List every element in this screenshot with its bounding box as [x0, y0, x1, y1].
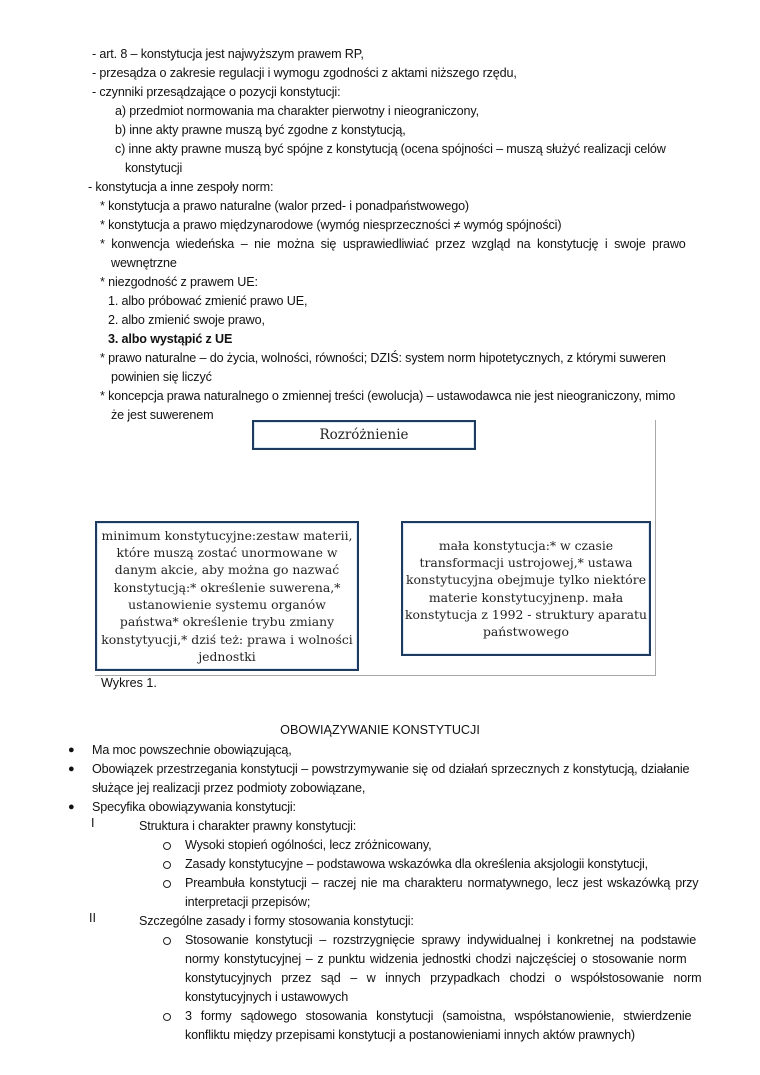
text-line: - art. 8 – konstytucja jest najwyższym prawem RP,: [92, 47, 364, 61]
text-line: * niezgodność z prawem UE:: [100, 275, 258, 289]
figure-caption: Wykres 1.: [101, 676, 157, 690]
list-item: konstytucyjnych przez sąd – w innych przypadkach chodzi o współstosowanie norm: [185, 971, 702, 985]
bullet-icon: ●: [68, 763, 75, 775]
circle-bullet-icon: [163, 880, 171, 888]
text-line: - konstytucja a inne zespoły norm:: [88, 180, 274, 194]
text-line: - przesądza o zakresie regulacji i wymogu zgodności z aktami niższego rzędu,: [92, 66, 517, 80]
list-item: 3 formy sądowego stosowania konstytucji (samoistna, współstanowienie, stwierdzenie: [185, 1009, 692, 1023]
circle-bullet-icon: [163, 861, 171, 869]
subsection-title: Szczególne zasady i formy stosowania konstytucji:: [139, 914, 414, 928]
bullet-text: Obowiązek przestrzegania konstytucji – powstrzymywanie się od działań sprzecznych z konstytucją, działanie: [92, 762, 690, 776]
circle-bullet-icon: [163, 1013, 171, 1021]
text-line: powinien się liczyć: [111, 370, 212, 384]
bullet-text: służące jej realizacji przez podmioty zobowiązane,: [92, 781, 366, 795]
text-line: że jest suwerenem: [111, 408, 214, 422]
distinction-diagram: [95, 418, 657, 676]
roman-numeral: II: [89, 911, 96, 925]
list-item: konstytucyjnych i ustawowych: [185, 990, 349, 1004]
section-heading: OBOWIĄZYWANIE KONSTYTUCJI: [280, 723, 480, 737]
circle-bullet-icon: [163, 842, 171, 850]
diagram-frame-bottom: [95, 675, 656, 676]
text-line: 1. albo próbować zmienić prawo UE,: [108, 294, 308, 308]
list-item: konfliktu między przepisami konstytucji a postanowieniami innych aktów prawnych): [185, 1028, 635, 1042]
list-item: Preambuła konstytucji – raczej nie ma charakteru normatywnego, lecz jest wskazówką przy: [185, 876, 699, 890]
diagram-right-box: [401, 521, 651, 656]
text-line: * prawo naturalne – do życia, wolności, równości; DZIŚ: system norm hipotetycznych, z którymi suweren: [100, 351, 666, 365]
text-line: * konstytucja a prawo międzynarodowe (wymóg niesprzeczności ≠ wymóg spójności): [100, 218, 562, 232]
text-line: - czynniki przesądzające o pozycji konstytucji:: [92, 85, 341, 99]
bullet-text: Specyfika obowiązywania konstytucji:: [92, 800, 296, 814]
bullet-icon: ●: [68, 801, 75, 813]
diagram-left-box: [95, 521, 359, 671]
small-constitution-text: mała konstytucja:* w czasie transformacji ustrojowej,* ustawa konstytucyjna obejmuje tylko niektóre materie konstytucyjnenp. mała konstytucja z 1992 - struktury aparatu państwowego: [405, 537, 647, 640]
text-line-bold: 3. albo wystąpić z UE: [108, 332, 233, 346]
minimum-constitutional-text: minimum konstytucyjne:zestaw materii, które muszą zostać unormowane w danym akcie, aby można go nazwać konstytucją:* określenie suwerena,* ustanowienie systemu organów państwa* określenie trybu zmiany konstytyucji,* dziś też: prawa i wolności jednostki: [101, 527, 353, 664]
text-line: 2. albo zmienić swoje prawo,: [108, 313, 265, 327]
text-line: c) inne akty prawne muszą być spójne z konstytucją (ocena spójności – muszą służyć realizacji celów: [115, 142, 666, 156]
bullet-icon: ●: [68, 744, 75, 756]
text-line: * koncepcja prawa naturalnego o zmiennej treści (ewolucja) – ustawodawca nie jest nieograniczony, mimo: [100, 389, 676, 403]
text-line: wewnętrzne: [111, 256, 177, 270]
list-item: normy konstytucyjnej – z punktu widzenia jednostki chodzi najczęściej o stosowanie norm: [185, 952, 687, 966]
diagram-title: Rozróżnienie: [319, 427, 409, 443]
diagram-title-box: [252, 420, 476, 450]
list-item: Stosowanie konstytucji – rozstrzygnięcie sprawy indywidualnej i konkretnej na podstawie: [185, 933, 697, 947]
text-line: a) przedmiot normowania ma charakter pierwotny i nieograniczony,: [115, 104, 479, 118]
circle-bullet-icon: [163, 937, 171, 945]
bullet-text: Ma moc powszechnie obowiązującą,: [92, 743, 292, 757]
subsection-title: Struktura i charakter prawny konstytucji:: [139, 819, 357, 833]
text-line: * konwencja wiedeńska – nie można się usprawiedliwiać przez wzgląd na konstytucję i swoje prawo: [100, 237, 686, 251]
text-line: b) inne akty prawne muszą być zgodne z konstytucją,: [115, 123, 406, 137]
list-item: Wysoki stopień ogólności, lecz zróżnicowany,: [185, 838, 432, 852]
list-item: interpretacji przepisów;: [185, 895, 311, 909]
text-line: * konstytucja a prawo naturalne (walor przed- i ponadpaństwowego): [100, 199, 469, 213]
roman-numeral: I: [91, 816, 95, 830]
list-item: Zasady konstytucyjne – podstawowa wskazówka dla określenia aksjologii konstytucji,: [185, 857, 648, 871]
text-line: konstytucji: [125, 161, 183, 175]
diagram-frame-right: [655, 420, 656, 676]
